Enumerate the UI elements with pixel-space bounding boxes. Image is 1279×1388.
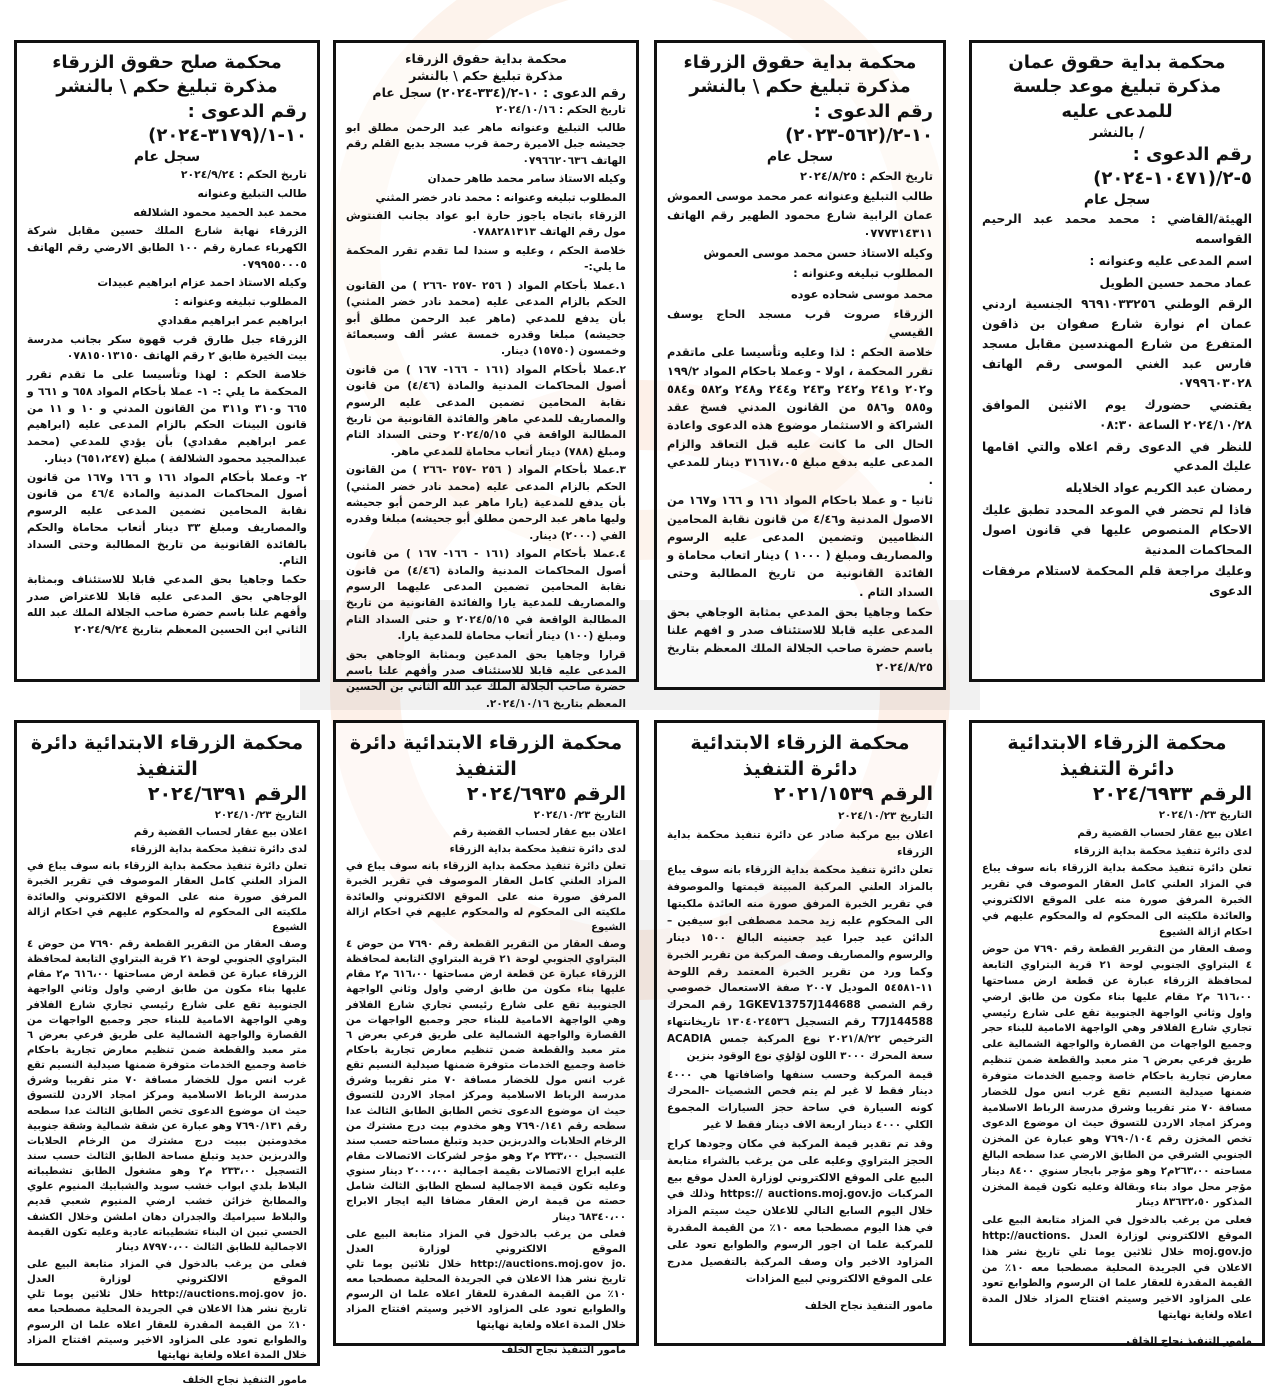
notice-court-title: محكمة الزرقاء الابتدائية دائرة التنفيذ [30,732,304,780]
notice-title-line: مذكرة تبليغ حكم \ بالنشر [409,67,563,83]
notice-paragraph: يقتضي حضورك يوم الاثنين الموافق ٢٠٢٤/١٠/٢٨ الساعة ٠٨:٣٠ [982,398,1252,432]
notice-paragraph: تاريخ الحكم : ٢٠٢٤/٩/٢٤ [180,168,307,182]
notice-paragraph: الزرقاء نهاية شارع الملك حسين مقابل شركة الكهرباء عمارة رقم ١٠٠ الطابق الارضي رقم الهاتف ٠٧٩٩٥٥٠٠٠٥ [27,224,308,271]
notice-paragraph: ١.عملا بأحكام المواد ( ٢٥٦ -٢٥٧ -٢٦٦ ) من القانون الحكم بالزام المدعى عليه (محمد نادر خضر المثني) بأن يدفع للمدعي (ماهر عبد الرحمن مطلق أبو جحيشه) مبلغا وقدره خمسة عشر ألف وسبعمائة وخمسون (١٥٧٥٠) دينار. [346,279,626,358]
notice-paragraph: ٢- وعملا بأحكام المواد ١٦١ و ١٦٦ و١٦٧ من قانون أصول المحاكمات المدنية والمادة ٤٦/٤ من قانون نقابة المحامين تضمين المدعى عليه الرسوم والمصاريف ومبلغ ٣٣ دينار أتعاب محاماة والحكم بالفائدة القانونية من تاريخ المطالبة وحتى السداد التام. [27,470,307,568]
notice-title-line: سجل عام [133,149,201,166]
notice-paragraph: تعلن دائرة تنفيذ محكمة بداية الزرقاء بانه سوف يباع في المزاد العلني كامل العقار الموصوف في تقرير الخبرة المرفق صورة منه على الموقع الالكتروني والعائدة ملكيته الى المحكوم له والمحكوم عليهم في احكام ازالة الشيوع [346,861,626,933]
court-notice [969,720,1265,1346]
notice-paragraph: وصف العقار من التقرير القطعة رقم ٧٦٩٠ من حوض ٤ البتراوي الجنوبي لوحة ٢١ قرية البتراوي التابعة لمحافظة الزرقاء عبارة عن قطعة ارض مساحتها ٦١٦،٠٠ م٢ مقام عليها بناء مكون من طابق ارضي واول وثاني الواجهة الجنوبية تقع على شارع رئيسي تجاري شارع الفلافر وهي الواجهة الامامية للبناء حجر وجميع الواجهات من القصارة والواجهة الشمالية على طريق فرعي بعرض ٦ متر معبد والقطعة ضمن تنظيم معارض تجارية باحكام خاصة وجميع الخدمات متوفرة ضمنها صيدلية النسيم تقع غرب انس مول للخضار مسافة ٧٠ متر تقريبا وشرق مدرسة الرباط الاسلامية ومركز امجاد الاردن للتسوق حيث ان موضوع الدعوى تخص المخزن رقم ٧٦٩٠/١٠٤ وهو عبارة عن المخزن الجنوبي الشرقي من الطابق الارضي عدا سطحه البالغ مساحته ٢٦٣،٠٠م٢ وهو مؤجر بايجار سنوي ٨٤٠٠ دينار مؤجر محل مواد بناء وبقالة وعليه تكون قيمة المخزن المذكور ٨٣٦٣٢،٥٠ دينار [982,944,1253,1209]
notice-title-line: الرقم ٢٠٢٤/٦٩٣٥ [466,783,626,806]
notice-signature: مامور التنفيذ نجاح الخلف [804,1299,933,1312]
court-notice [14,720,320,1386]
notice-signature: مامور التنفيذ نجاح الخلف [1126,1335,1252,1347]
notice-paragraph: فعلى من يرغب بالدخول في المزاد متابعة البيع على الموقع الالكتروني لوزارة العدل .http://auctions.moj.gov jo خلال ثلاثين يوما تلي تاريخ نشر هذا الاعلان في الجريدة المحلية مصطحبا معه ١٠٪ من القيمة المقدرة للعقار اعلاه علما ان الرسوم والطوابع تعود على المزاود الاخير وسيتم افتتاح المزاد خلال المدة اعلاه ولغاية نهايتها [27,1259,308,1361]
notice-paragraph: وكيله الاستاذ احمد عزام ابراهيم عبيدات [97,276,307,290]
notice-paragraph: ٣.عملا بأحكام المواد ( ٢٥٦ -٢٥٧ -٢٦٦ ) من القانون الحكم بالزام المدعى عليه (محمد نادر خضر المثني) بأن يدفع للمدعية (يارا ماهر عبد الرحمن أبو جحيشه وليها ماهر عبد الرحمن مطلق أبو جحيشه) مبلغا وقدره الفي (٢٠٠٠) دينار. [346,464,626,542]
notice-paragraph: تعلن دائرة تنفيذ محكمة بداية الزرقاء بانه سوف يباع في المزاد العلني كامل العقار الموصوف في تقرير الخبرة المرفق صورة منه على الموقع الالكتروني والعائدة ملكيته الى المحكوم له والمحكوم عليهم في احكام ازالة الشيوع [982,863,1252,938]
notice-title-line: الرقم ٢٠٢٤/٦٩٣٣ [1092,783,1252,806]
notice-paragraph: طالب التبليغ وعنوانه ماهر عبد الرحمن مطلق ابو جحيشه جبل الاميرة رحمة قرب مسجد بديع القلم رقم الهاتف ٠٧٩٦٦٢٠٦٣٦ [346,122,626,167]
notice-court-title: محكمة بداية حقوق عمان [1008,52,1226,73]
notice-paragraph: ٤.عملا بأحكام المواد (١٦١ - ١٦٦- ١٦٧ ) من قانون أصول المحاكمات المدنية والمادة (٤/٤٦) من قانون نقابة المحامين تضمين المدعى عليهما الرسوم والمصاريف للمدعية يارا والفائدة القانونية من تاريخ المطالبة الواقعة في ٢٠٢٤/٥/١٥ و حتى السداد التام ومبلغ (١٠٠) دينار أتعاب محاماة للمدعية يارا. [346,548,626,643]
notice-title-line: رقم الدعوى : ٥-٢/(١٠٤٧١-٢٠٢٤) [1093,143,1252,190]
notice-paragraph: الزرقاء جبل طارق قرب قهوة سكر بجانب مدرسة بيت الخيرة طابق ٢ رقم الهاتف ٠٧٨١٥٠١٣١٥٠ [27,332,307,363]
notice-paragraph: محمد عبد الحميد محمود الشلالفه [133,205,307,219]
notice-paragraph: خلاصة الحكم : لهذا وتأسيسا على ما تقدم تقرر المحكمة ما يلي :- ١- عملا بأحكام المواد ٦٥٨ و ٦٦١ و ٦٦٥ و٣١٠ و٣١١ من القانون المدني و ١٠ و ١١ من قانون البينات الحكم بالزام المدعى عليه (ابراهيم عمر ابراهيم مقدادي) بأن يؤدي للمدعي (محمد عبدالمجيد محمود الشلالفة ) مبلغ (٦٥١،٢٤٧) دينار. [27,368,307,465]
notice-paragraph: الزرقاء صروت قرب مسجد الحاج يوسف القيسي [667,306,933,340]
notice-paragraph: قيمة المركبة وحسب سنفها واضافاتها هي ٤٠٠٠ دينار فقط لا غير لم يتم فحص الشصيات -المحرك كونه السيارة في ساحة حجز السيارات المجموع الكلي ٤٠٠٠ دينار اربعة الاف دينار فقط لا غير [667,1068,933,1132]
notice-title-line: مذكرة تبليغ حكم \ بالنشر [56,76,278,98]
notice-title-line: رقم الدعوى : ١٠-٢/(٣٣٤-٢٠٢٤) سجل عام [372,84,626,100]
court-notice [654,720,946,1346]
notice-paragraph: تعلن دائرة تنفيذ محكمة بداية الزرقاء بانه سوف يباع بالمزاد العلني المركبة المبينة قيمتها والموصوفة في تقرير الخبرة المرفق صورة منه العائدة ملكيتها الى المحكوم عليه زيد محمد مصطفى ابو سيفين – الدائن عيد جبرا عيد جعنينه البالغ ١٥٠٠ دينار والرسوم والمصاريف وصف المركبة من تقرير الخبرة وكما ورد من تقرير الخبرة المعتمد رقم اللوحة ١١-٥٤٥٨١ الموديل ٢٠٠٧ صفة الاستعمال خصوصي رقم الشصي 1GKEV13757J144688 رقم المحرك T7J144588 رقم التسجيل ١٣٠٤٠٢٤٥٣٦ تاريخانتهاء الترخيص ٢٠٢١/٨/٢٢ نوع المركبة جمس ACADIA سعة المحرك ٣٠٠٠ اللون لؤلؤي نوع الوقود بنزين [667,864,933,1062]
notice-title-line: مذكرة تبليغ حكم \ بالنشر [689,76,911,98]
notice-court-title: محكمة الزرقاء الابتدائية دائرة التنفيذ [349,732,623,780]
notice-title-line: سجل عام [766,149,834,166]
notice-paragraph: الرقم الوطني ٩٦٩١٠٣٣٢٥٦ الجنسية اردني عمان ام نوارة شارع صفوان بن ذاقون المتفرع من شارع المهندسين مقابل مسجد فارس عبد الغني الموسى رقم الهاتف ٠٧٩٩٦٠٣٠٢٨ [982,297,1252,391]
notice-paragraph: تاريخ الحكم : ٢٠٢٤/١٠/١٦ [495,103,626,116]
court-notice [969,40,1265,682]
notice-paragraph: قرارا وجاهيا بحق المدعين وبمثابة الوجاهي بحق المدعى عليه قابلا للاستئناف صدر وأفهم علنا باسم حضرة صاحب الجلالة الملك عبد الله الثاني بن الحسين المعظم بتاريخ ٢٠٢٤/١٠/١٦. [346,648,626,710]
notice-paragraph: اعلان بيع مركبة صادر عن دائرة تنفيذ محكمة بداية الزرقاء [667,828,933,858]
notice-title-line: سجل عام [1083,192,1151,209]
notice-paragraph: التاريخ ٢٠٢٤/١٠/٢٣ [1158,809,1252,821]
notice-paragraph: محمد موسى شحاده عوده [790,286,933,301]
notice-paragraph: حكما وجاهيا بحق المدعي قابلا للاستئناف وبمثابة الوجاهي بحق المدعى عليه قابلا للاعتراض صدر وأفهم علنا باسم حضرة صاحب الجلالة الملك عبد الله الثاني ابن الحسين المعظم بتاريخ ٢٠٢٤/٩/٢٤ [27,572,307,637]
notice-paragraph: اسم المدعى عليه وعنوانه : [1089,253,1252,268]
notice-paragraph: المطلوب تبليغه وعنوانه : محمد نادر خضر المثني [375,191,626,204]
notice-paragraph: للنظر في الدعوى رقم اعلاه والتي اقامها عليك المدعي [982,439,1252,474]
notice-title-line: الرقم ٢٠٢١/١٥٣٩ [773,783,933,806]
notice-paragraph: لدى دائرة تنفيذ محكمة بداية الزرقاء [1073,845,1252,857]
notice-paragraph: وقد تم تقدير قيمة المركبة في مكان وجودها كراج الحجز البتراوي وعليه على من يرغب بالشراء متابعة البيع على الموقع الالكتروني لوزارة العدل موقع بيع المركبات https:// auctions.moj.gov.jo وذلك في خلال اليوم السابع التالي للاعلان حيث سيتم المزاد في هذا اليوم مصطحبا معه ١٠٪ من القيمة المقدرة للمركبة علما ان اجور الرسوم والطوابع تعود على المزاود الاخير وان وصف المركبة بالتفصيل مدرج على الموقع الالكتروني لبيع المزادات [667,1137,933,1285]
notice-paragraph: المطلوب تبليغه وعنوانه : [174,295,307,309]
notice-court-title: محكمة بداية حقوق الزرقاء [405,51,567,66]
court-notice [14,40,320,682]
court-notice [333,40,639,710]
notice-paragraph: الزرقاء باتجاه ياجوز حارة ابو عواد بجانب الفنتوش مول رقم الهاتف ٠٧٨٨٢٨١٣١٣ [346,210,626,239]
notice-signature: مامور التنفيذ نجاح الخلف [501,1344,626,1356]
notice-paragraph: لدى دائرة تنفيذ محكمة بداية الزرقاء [130,844,307,856]
notice-paragraph: ٢.عملا بأحكام المواد (١٦١ - ١٦٦- ١٦٧ ) من قانون أصول المحاكمات المدنية والمادة (٤/٤٦) من قانون نقابة المحامين تضمين المدعى عليه الرسوم والمصاريف للمدعي ماهر والفائدة القانونية من تاريخ المطالبة الواقعة في ٢٠٢٤/٥/١٥ وحتى السداد التام ومبلغ (٧٨٨) دينار أتعاب محاماة للمدعي ماهر. [346,363,626,458]
notice-paragraph: اعلان بيع عقار لحساب القضية رقم [1077,827,1252,839]
notice-paragraph: فاذا لم تحضر في الموعد المحدد تطبق عليك الاحكام المنصوص عليها في قانون اصول المحاكمات المدنية [982,502,1252,557]
notice-court-title: محكمة بداية حقوق الزرقاء [683,52,917,73]
notice-title-line: الرقم ٢٠٢٤/٦٣٩١ [147,783,307,806]
notice-paragraph: طالب التبليغ وعنوانه [197,186,307,200]
notice-paragraph: فعلى من يرغب بالدخول في المزاد متابعة البيع على الموقع الالكتروني لوزارة العدل .http://auctions.moj.gov jo خلال ثلاثين يوما تلي تاريخ نشر هذا الاعلان في الجريدة المحلية مصطحبا معه ١٠٪ من القيمة المقدرة للعقار اعلاه علما ان الرسوم والطوابع تعود على المزاود الاخير وسيتم افتتاح المزاد خلال المدة اعلاه ولغاية نهايتها [346,1228,627,1331]
notice-court-title: محكمة الزرقاء الابتدائية دائرة التنفيذ [1007,732,1227,780]
notice-paragraph: لدى دائرة تنفيذ محكمة بداية الزرقاء [449,844,626,856]
notice-paragraph: اعلان بيع عقار لحساب القضية رقم [452,827,626,839]
notice-paragraph: وصف العقار من التقرير القطعة رقم ٧٦٩٠ من حوض ٤ البتراوي الجنوبي لوحة ٢١ قرية البتراوي التابعة لمحافظة الزرقاء عبارة عن قطعة ارض مساحتها ٦١٦،٠٠ م٢ مقام عليها بناء مكون من طابق ارضي واول وثاني الواجهة الجنوبية تقع على شارع رئيسي تجاري شارع الفلافر وهي الواجهة الامامية للبناء حجر وجميع الواجهات من القصارة والواجهة الشمالية على طريق فرعي بعرض ٦ متر معبد والقطعة ضمن تنظيم معارض تجارية باحكام خاصة وجميع الخدمات متوفرة ضمنها صيدلية النسيم تقع غرب انس مول للخضار مسافة ٧٠ متر تقريبا وشرق مدرسة الرباط الاسلامية ومركز امجاد الاردن للتسوق حيث ان موضوع الدعوى تخص الطابق الطابق الثالث عدا سطحه رقم ٧٦٩٠/١٤١ وهو مخدوم بيت درج مشترك من الرخام الحلابات والدربزين حديد وتبلغ مساحته حسب سند التسجيل ٢٣٣،٠٠ م٢ وهو مؤجر لشركات الاتصالات مقام عليه ابراج الاتصالات بقيمة اجمالية ٢٠٠٠،٠٠ دينار سنوي وعليه تكون قيمة الاجمالية لسطح الطابق الثالث شامل حصته من قيمة ارض العقار مضافا اليه ايجار الابراج ٦٨٣٤٠،٠٠ دينار [346,939,627,1223]
notice-paragraph: وكيله الاستاذ سامر محمد طاهر حمدان [427,173,626,186]
notice-title-line: / بالنشر [1089,124,1145,141]
notice-paragraph: طالب التبليغ وعنوانه عمر محمد موسى العموش عمان الرابية شارع محمود الطهير رقم الهاتف ٠٧٧٧٣١٤٣١١ [667,189,933,240]
court-notice [654,40,946,690]
notice-court-title: محكمة صلح حقوق الزرقاء [52,52,282,73]
notice-title-line: رقم الدعوى : ١٠-١/(٣١٧٩-٢٠٢٤) [148,100,307,146]
notice-paragraph: وكيله الاستاذ حسن محمد موسى العموش [703,246,933,261]
notice-paragraph: وعليك مراجعة قلم المحكمة لاستلام مرفقات الدعوى [982,564,1252,599]
notice-paragraph: عماد محمد حسين الطويل [1099,275,1252,290]
notice-paragraph: الهيئة/القاضي : محمد محمد عبد الرحيم القواسمه [982,212,1252,247]
notice-paragraph: خلاصة الحكم ، وعليه و سندا لما تقدم تقرر المحكمة ما يلي:- [346,244,626,274]
notice-paragraph: تعلن دائرة تنفيذ محكمة بداية الزرقاء بانه سوف يباع في المزاد العلني كامل العقار الموصوف في تقرير الخبرة المرفق صورة منه على الموقع الالكتروني والعائدة ملكيته الى المحكوم له والمحكوم عليهم في احكام ازالة الشيوع [27,861,307,933]
notice-signature: مامور التنفيذ نجاح الخلف [182,1374,307,1386]
notice-paragraph: التاريخ ٢٠٢٤/١٠/٢٣ [838,809,933,822]
notice-paragraph: تاريخ الحكم : ٢٠٢٤/٨/٢٥ [800,169,933,184]
court-notice [333,720,639,1356]
notice-title-line: مذكرة تبليغ موعد جلسة للمدعى عليه [1012,76,1222,122]
notice-paragraph: اعلان بيع عقار لحساب القضية رقم [133,827,307,839]
notice-paragraph: التاريخ ٢٠٢٤/١٠/٢٣ [214,809,307,821]
notice-paragraph: حكما وجاهيا بحق المدعي بمثابة الوجاهي بحق المدعى عليه قابلا للاستئناف صدر و افهم علنا باسم حضرة صاحب الجلالة الملك المعظم بتاريخ ٢٠٢٤/٨/٢٥ [667,604,933,674]
notice-paragraph: وصف العقار من التقرير القطعة رقم ٧٦٩٠ من حوض ٤ البتراوي الجنوبي لوحة ٢١ قرية البتراوي التابعة لمحافظة الزرقاء عبارة عن قطعة ارض مساحتها ٦١٦،٠٠ م٢ مقام عليها بناء مكون من طابق ارضي واول وثاني الواجهة الجنوبية تقع على شارع رئيسي تجاري شارع الفلافر وهي الواجهة الامامية للبناء حجر وجميع الواجهات من القصارة والواجهة الشمالية على طريق فرعي بعرض ٦ متر معبد والقطعة ضمن تنظيم معارض تجارية باحكام خاصة وجميع الخدمات متوفرة ضمنها صيدلية النسيم تقع غرب انس مول للخضار مسافة ٧٠ متر تقريبا وشرق مدرسة الرباط الاسلامية ومركز امجاد الاردن للتسوق حيث ان موضوع الدعوى تخص الطابق الثالث عدا سطحه رقم ٧٦٩٠/١٣١ وهو عبارة عن شقة شمالية وشقة جنوبية مخدومتين ببيت درج مشترك من الرخام الحلابات والدربزين حديد وتبلغ مساحة الطابق الثالث حسب سند التسجيل ٢٣٣،٠٠ م٢ وهو مشغول الطابق تشطيباته البلاط بلدي ابواب خشب سويد والشبابيك المنيوم علوي والمطابخ خزائن خشب ارضي المنيوم شعبي قديم والبلاط سيراميك والجدران دهان املشن وخلال الكشف الحسي تبين ان البناء تشطيباته عادية وعليه تكون القيمة الاجمالية للطابق الثالث ٨٧٩٧٠،٠٠ دينار [27,939,308,1253]
notice-paragraph: التاريخ ٢٠٢٤/١٠/٢٣ [533,809,626,821]
notice-paragraph: فعلى من يرغب بالدخول في المزاد متابعة البيع على الموقع الالكتروني لوزارة العدل .http://auctions moj.gov.jo خلال ثلاثين يوما تلي تاريخ نشر هذا الاعلان في الجريدة المحلية مصطحبا معه ١٠٪ من القيمة المقدرة للعقار علما ان الرسوم والطوابع تعود على المزاود الاخير وسيتم افتتاح المزاد خلال المدة اعلاه ولغاية نهايتها [982,1215,1252,1322]
notice-title-line: رقم الدعوى : ١٠-٢/(٥٦٢-٢٠٢٣) [785,100,933,146]
notice-paragraph: خلاصة الحكم : لذا وعليه وتأسيسا على ماتقدم تقرر المحكمة ، اولا - وعملا باحكام المواد ١٩٩/٢ و٢٠٢ و٢٤١ و٢٤٢ و٢٤٣ و٢٤٤ و٢٤٨ و٥٨٢ و٥٨٤ و٥٨٥ و٥٨٦ من القانون المدني فسخ عقد الشراكة و الاستثمار موضوع هذه الدعوى واعادة الحال الى ما كانت عليه قبل التعاقد والزام المدعى عليه بدفع مبلغ ٣١٦١٧،٠٥ دينار للمدعي . [667,345,934,488]
notice-paragraph: ابراهيم عمر ابراهيم مقدادي [157,313,307,327]
notice-paragraph: رمضان عبد الكريم عواد الخلايله [1065,481,1252,496]
notice-paragraph: ثانيا - و عملا باحكام المواد ١٦١ و ١٦٦ و١٦٧ من الاصول المدنية و٤/٤٦ من قانون نقابة المحامين النظاميين وتضمين المدعى عليه الرسوم والمصاريف ومبلغ ( ١٠٠٠ ) دينار اتعاب محاماة و الفائدة القانونية من تاريخ المطالبة وحتى السداد التام . [667,493,933,599]
notice-paragraph: المطلوب تبليغه وعنوانه : [793,266,933,281]
notice-court-title: محكمة الزرقاء الابتدائية دائرة التنفيذ [690,732,910,780]
